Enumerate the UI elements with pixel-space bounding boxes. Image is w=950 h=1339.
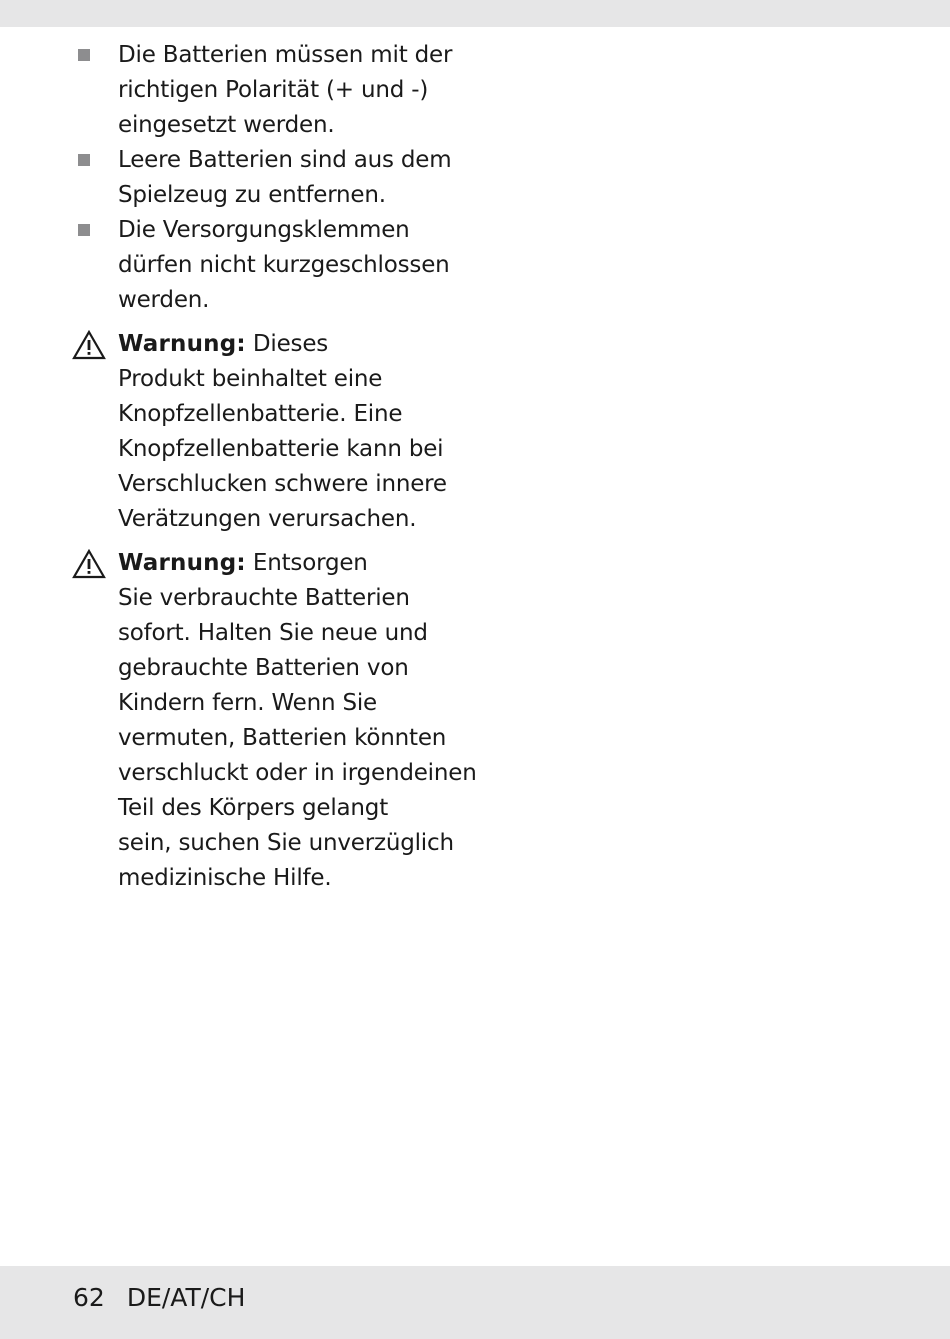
text-line: Verätzungen verursachen. xyxy=(118,506,417,532)
warning-label: Warnung: xyxy=(118,331,246,357)
page-number: 62 xyxy=(73,1283,105,1312)
text-line: eingesetzt werden. xyxy=(118,112,335,138)
warning-text: Entsorgen xyxy=(245,550,368,576)
square-bullet-icon xyxy=(78,154,90,166)
text-line: sein, suchen Sie unverzüglich xyxy=(118,830,454,856)
warning-disposal xyxy=(0,546,478,896)
text-line: vermuten, Batterien könnten xyxy=(118,725,447,751)
text-line: Teil des Körpers gelangt xyxy=(118,795,389,821)
bullet-item-empty-batteries xyxy=(0,143,478,213)
square-bullet-icon xyxy=(78,49,90,61)
square-bullet-icon xyxy=(78,224,90,236)
text-line: Spielzeug zu entfernen. xyxy=(118,182,386,208)
text-line: Produkt beinhaltet eine xyxy=(118,366,383,392)
text-line: Leere Batterien sind aus dem xyxy=(118,147,452,173)
page-footer xyxy=(73,1280,245,1316)
text-line: Knopfzellenbatterie kann bei xyxy=(118,436,444,462)
text-line: sofort. Halten Sie neue und xyxy=(118,620,428,646)
text-line: richtigen Polarität (+ und -) xyxy=(118,77,429,103)
text-line: verschluckt oder in irgendeinen xyxy=(118,760,477,786)
text-line: gebrauchte Batterien von xyxy=(118,655,409,681)
text-line: Kindern fern. Wenn Sie xyxy=(118,690,377,716)
text-line: Sie verbrauchte Batterien xyxy=(118,585,410,611)
warning-triangle-icon xyxy=(72,549,106,579)
text-line: Verschlucken schwere innere xyxy=(118,471,447,497)
warning-first-line xyxy=(118,327,478,362)
text-line: medizinische Hilfe. xyxy=(118,865,332,891)
warning-text: Dieses xyxy=(245,331,329,357)
text-line: dürfen nicht kurzgeschlossen xyxy=(118,252,450,278)
top-band xyxy=(0,0,950,27)
bullet-item-terminals xyxy=(0,213,478,318)
text-line: Die Versorgungsklemmen xyxy=(118,217,410,243)
bullet-item-polarity xyxy=(0,38,478,143)
text-line: Die Batterien müssen mit der xyxy=(118,42,453,68)
warning-label: Warnung: xyxy=(118,550,246,576)
page-content xyxy=(0,38,950,896)
warning-button-cell xyxy=(0,327,478,537)
region-code: DE/AT/CH xyxy=(126,1283,246,1312)
warning-triangle-icon xyxy=(72,330,106,360)
text-line: werden. xyxy=(118,287,210,313)
warning-first-line xyxy=(118,546,478,581)
text-line: Knopfzellenbatterie. Eine xyxy=(118,401,403,427)
